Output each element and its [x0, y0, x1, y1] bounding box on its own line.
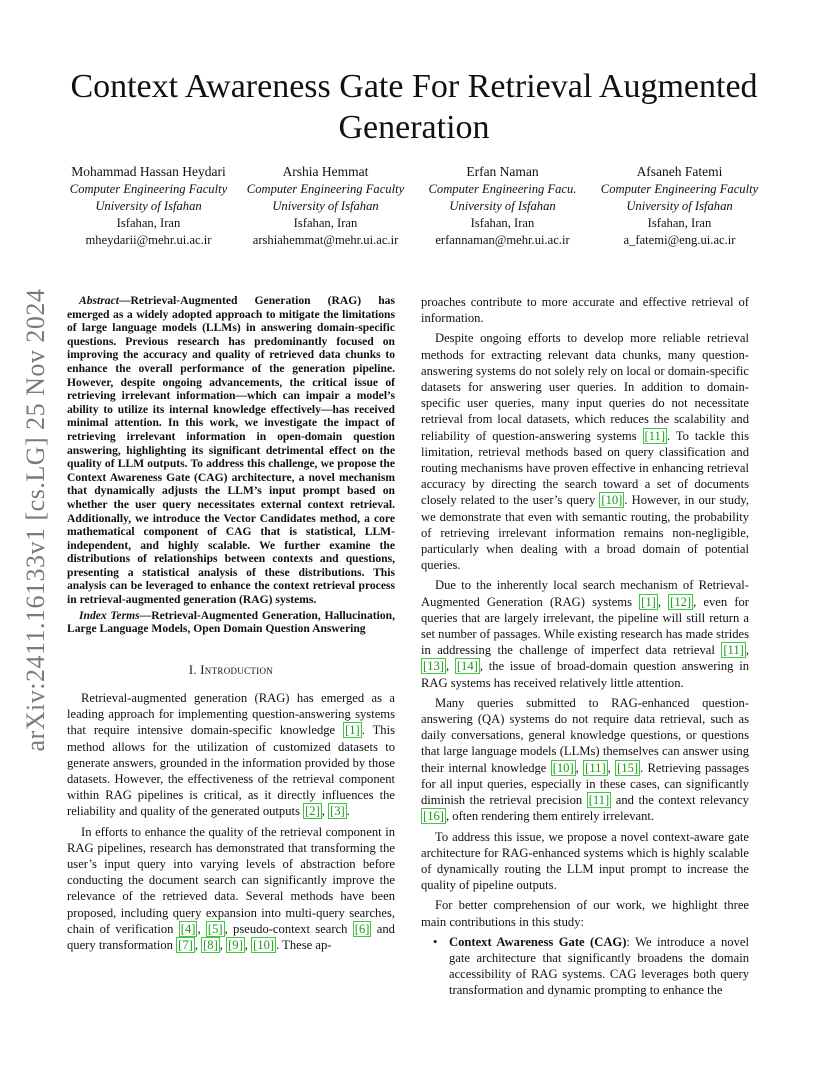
text-run: proaches contribute to more accurate and effective retrieval of information. [421, 295, 749, 326]
abstract [67, 294, 395, 607]
author-department: Computer Engineering Facu. [428, 182, 577, 196]
citation-link[interactable]: [11] [644, 428, 666, 443]
author-name: Arshia Hemmat [282, 164, 369, 179]
text-run: , often rendering them entirely irrelevant. [445, 809, 655, 824]
text-run: Despite ongoing efforts to develop more reliable retrieval methods for extracting relevant data chunks, many question-answering systems do not solely rely on local or domain-specific datasets for answering user queries. In addition to domain-specific user queries, many input queries do not necessitate retrieval from local datasets, which reduces the scalability and reliability of question-answering systems [421, 331, 749, 443]
citation-link[interactable]: [10] [601, 493, 623, 508]
text-run: , [657, 594, 669, 609]
abstract-text: —Retrieval-Augmented Generation (RAG) has emerged as a widely adopted approach to mitigate the limitations of large language models (LLMs) in answering domain-specific questions. Previous research has predominantly focused on improving the accuracy and quality of retrieved data chunks to enhance the overall performance of the generation pipeline. However, despite ongoing advancements, the critical issue of retrieving irrelevant information—which can impair a model’s ability to utilize its internal knowledge effectively—has received minimal attention. In this work, we investigate the impact of retrieving irrelevant information in open-domain question answering, highlighting its significant detrimental effect on the quality of LLM outputs. To address this challenge, we propose the Context Awareness Gate (CAG) architecture, a novel mechanism that dynamically adjusts the LLM’s input prompt based on whether the user query necessitates external context retrieval. Additionally, we introduce the Vector Candidates method, a core mathematical component of CAG that is statistical, LLM-independent, and highly scalable. We further examine the distributions of relationships between contexts and questions, presenting a statistical analysis of these distributions. This analysis can be leveraged to enhance the context retrieval process in retrieval-augmented generation (RAG) systems. [67, 294, 395, 607]
text-run: , [445, 659, 455, 674]
text-run: For better comprehension of our work, we highlight three main contributions in this study: [421, 898, 749, 929]
citation-link[interactable]: [7] [178, 938, 193, 953]
citation-link[interactable]: [13] [423, 659, 444, 674]
citation-link[interactable]: [11] [588, 793, 610, 808]
author-location: Isfahan, Iran [470, 216, 535, 230]
author-university: University of Isfahan [272, 199, 379, 213]
text-run: . This method allows for the utilization of customized datasets to generate answers, grounded in the information provided by those datasets. However, the effectiveness of the retrieval component within RAG pipelines is critical, as it directly influences the reliability and quality of the generated outputs [67, 723, 395, 819]
intro-right-body [421, 294, 749, 930]
intro-left-body [67, 690, 395, 953]
text-run: , [194, 938, 202, 953]
author-email: mheydarii@mehr.ui.ac.ir [85, 233, 212, 247]
body-paragraph [421, 577, 749, 690]
text-run: and query transformation [67, 921, 395, 953]
body-paragraph [67, 690, 395, 820]
text-run: . To tackle this limitation, retrieval methods based on query classification and routing mechanisms have proven effective in enhancing retrieval accuracy by directing the search toward a set of documents closely related to the user’s query [421, 428, 749, 508]
text-run: . [346, 804, 350, 819]
author-card [237, 163, 414, 249]
author-name: Erfan Naman [466, 164, 539, 179]
text-run: . Retrieving passages for all input queries, especially in these cases, can significantly diminish the retrieval precision [421, 760, 750, 808]
text-run: To address this issue, we propose a novel context-aware gate architecture for RAG-enhanced systems which is highly scalable of dynamically routing the LLM input prompt to increase the quality of pipeline outputs. [421, 829, 749, 893]
text-run: , [244, 938, 252, 953]
citation-link[interactable]: [11] [723, 643, 744, 658]
index-terms [67, 609, 395, 636]
text-run: Retrieval-augmented generation (RAG) has emerged as a leading approach for implementing question-answering systems that require intensive domain-specific knowledge [67, 691, 395, 738]
author-card [591, 163, 768, 249]
citation-link[interactable]: [5] [207, 921, 223, 936]
citation-link[interactable]: [10] [552, 760, 574, 775]
text-run: . These ap- [276, 938, 332, 953]
author-location: Isfahan, Iran [116, 216, 181, 230]
author-university: University of Isfahan [626, 199, 733, 213]
contribution-title: Context Awareness Gate (CAG) [449, 934, 627, 949]
author-email: a_fatemi@eng.ui.ac.ir [623, 233, 736, 247]
text-run: , pseudo-context search [224, 921, 353, 936]
left-column [67, 294, 395, 953]
citation-link[interactable]: [3] [330, 804, 345, 819]
section-heading: I. Introduction [188, 662, 274, 677]
text-run: , even for queries that are largely irrelevant, the pipeline will still return a set number of passages. While existing research has made strides in addressing the challenge of imperfect data retrieval [421, 594, 749, 658]
citation-link[interactable]: [10] [253, 938, 275, 953]
text-run: , [575, 760, 584, 775]
author-email: arshiahemmat@mehr.ui.ac.ir [252, 233, 399, 247]
author-card [414, 163, 591, 249]
author-department: Computer Engineering Faculty [600, 182, 759, 196]
bullet-icon: • [433, 934, 438, 949]
body-paragraph [421, 330, 749, 573]
text-run: , [219, 938, 227, 953]
arxiv-stamp [22, 280, 50, 760]
citation-link[interactable]: [6] [354, 921, 370, 936]
text-run: and the context relevancy [611, 793, 749, 808]
citation-link[interactable]: [11] [585, 760, 606, 775]
paper-title: Context Awareness Gate For Retrieval Augmented Generation [70, 68, 758, 146]
author-name: Mohammad Hassan Heydari [71, 164, 226, 179]
author-department: Computer Engineering Faculty [69, 182, 228, 196]
citation-link[interactable]: [4] [180, 921, 196, 936]
author-location: Isfahan, Iran [647, 216, 712, 230]
author-location: Isfahan, Iran [293, 216, 358, 230]
contribution-item [433, 934, 749, 999]
author-name: Afsaneh Fatemi [636, 164, 723, 179]
body-paragraph [421, 294, 749, 326]
text-run: , [197, 921, 206, 936]
text-run: . However, in our study, we demonstrate that even with semantic routing, the probability of retrieving irrelevant information remains non-negligible, particularly when dealing with a broad domain of potential queries. [421, 493, 749, 573]
citation-link[interactable]: [15] [617, 760, 639, 775]
body-paragraph [421, 829, 749, 894]
arxiv-stamp-text: arXiv:2411.16133v1 [cs.LG] 25 Nov 2024 [21, 288, 50, 752]
index-terms-lead: Index Terms [79, 608, 140, 622]
citation-link[interactable]: [14] [456, 659, 478, 674]
author-university: University of Isfahan [449, 199, 556, 213]
body-paragraph [421, 695, 749, 825]
text-run: Due to the inherently local search mechanism of Retrieval-Augmented Generation (RAG) systems [421, 578, 749, 609]
citation-link[interactable]: [1] [641, 594, 656, 609]
citation-link[interactable]: [8] [203, 938, 218, 953]
citation-link[interactable]: [2] [305, 804, 320, 819]
text-run: , [745, 643, 749, 658]
text-run: In efforts to enhance the quality of the retrieval component in RAG pipelines, research has demonstrated that transforming the user’s input query into varying levels of abstraction before conducting the document search can significantly improve the relevance of the retrieved data. Several methods have been proposed, including query expansion into multi-query searches, chain of verification [67, 824, 395, 936]
right-column [421, 294, 749, 999]
author-email: erfannaman@mehr.ui.ac.ir [435, 233, 570, 247]
index-terms-text: —Retrieval-Augmented Generation, Hallucination, Large Language Models, Open Domain Question Answering [67, 608, 395, 636]
contribution-text: : We introduce a novel gate architecture that significantly broadens the domain accessibility of RAG systems. CAG leverages both query transformation and dynamic prompting to enhance the [449, 934, 749, 998]
author-university: University of Isfahan [95, 199, 202, 213]
text-run: , [321, 804, 329, 819]
text-run: , the issue of broad-domain question answering in RAG systems has received relatively little attention. [421, 659, 750, 690]
citation-link[interactable]: [9] [228, 938, 243, 953]
citation-link[interactable]: [16] [423, 809, 444, 824]
text-run: Many queries submitted to RAG-enhanced question-answering (QA) systems do not require data retrieval, such as daily conversations, general knowledge questions, or questions that large language models (LLMs) themselves can answer using their internal knowledge [421, 695, 749, 775]
author-card [60, 163, 237, 249]
citation-link[interactable]: [12] [670, 594, 692, 609]
body-paragraph [421, 897, 749, 929]
author-department: Computer Engineering Faculty [246, 182, 405, 196]
citation-link[interactable]: [1] [345, 723, 360, 738]
contribution-list [421, 934, 749, 999]
body-paragraph [67, 824, 395, 954]
text-run: , [607, 760, 616, 775]
author-block [60, 163, 768, 249]
abstract-lead: Abstract [79, 294, 119, 307]
